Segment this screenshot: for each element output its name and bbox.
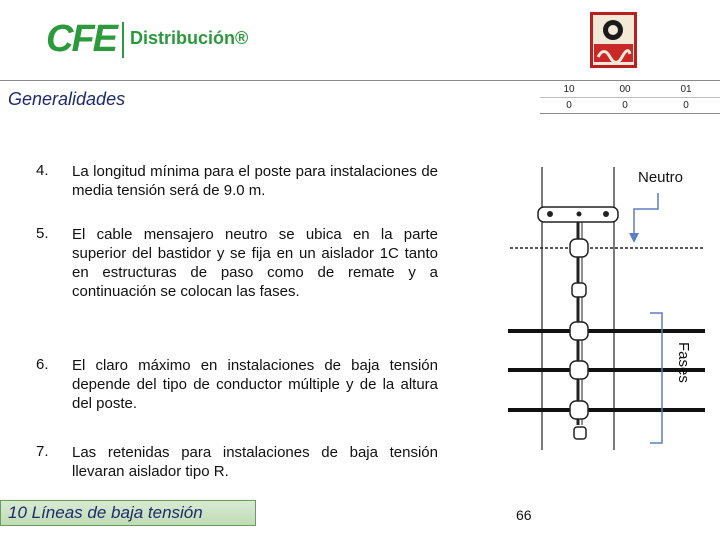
- code-row-1: [540, 84, 720, 98]
- section-title: Generalidades: [8, 89, 126, 109]
- logo-divider: [122, 22, 124, 58]
- footer-chapter-label: 10 Líneas de baja tensión: [8, 503, 203, 522]
- code-cell: 01: [680, 84, 692, 95]
- item-text: Las retenidas para instalaciones de baja tensión llevaran aislador tipo R.: [72, 444, 438, 480]
- suterm-logo: [590, 12, 637, 68]
- item-text: El cable mensajero neutro se ubica en la parte superior del bastidor y se fija en un aislador 1C tanto en estructuras de paso como de remate y a continuación se colocan las fases.: [72, 226, 438, 300]
- pole-rack-diagram: [500, 155, 715, 485]
- code-cell: 0: [566, 100, 572, 111]
- code-separator: [540, 97, 720, 98]
- cfe-distribucion-text: Distribución®: [130, 28, 249, 48]
- item-number: 7.: [36, 443, 49, 460]
- code-cell: 0: [683, 100, 689, 111]
- code-cell: 00: [619, 84, 631, 95]
- item-number: 4.: [36, 162, 49, 179]
- item-text: La longitud mínima para el poste para instalaciones de media tensión será de 9.0 m.: [72, 163, 438, 199]
- item-number: 5.: [36, 225, 49, 242]
- cfe-logo: [46, 16, 249, 62]
- item-number: 6.: [36, 356, 49, 373]
- document-code-table: [540, 81, 720, 113]
- fases-label: Fases: [675, 342, 692, 383]
- page-number: 66: [516, 507, 532, 523]
- neutro-label: Neutro: [638, 169, 684, 186]
- cfe-logo-text: CFE: [46, 18, 116, 60]
- code-cell: 10: [563, 84, 575, 95]
- code-table-rule: [540, 113, 720, 114]
- item-text: El claro máximo en instalaciones de baja tensión depende del tipo de conductor múltiple y de la altura del poste.: [72, 357, 438, 412]
- code-row-2: [540, 100, 720, 114]
- code-cell: 0: [622, 100, 628, 111]
